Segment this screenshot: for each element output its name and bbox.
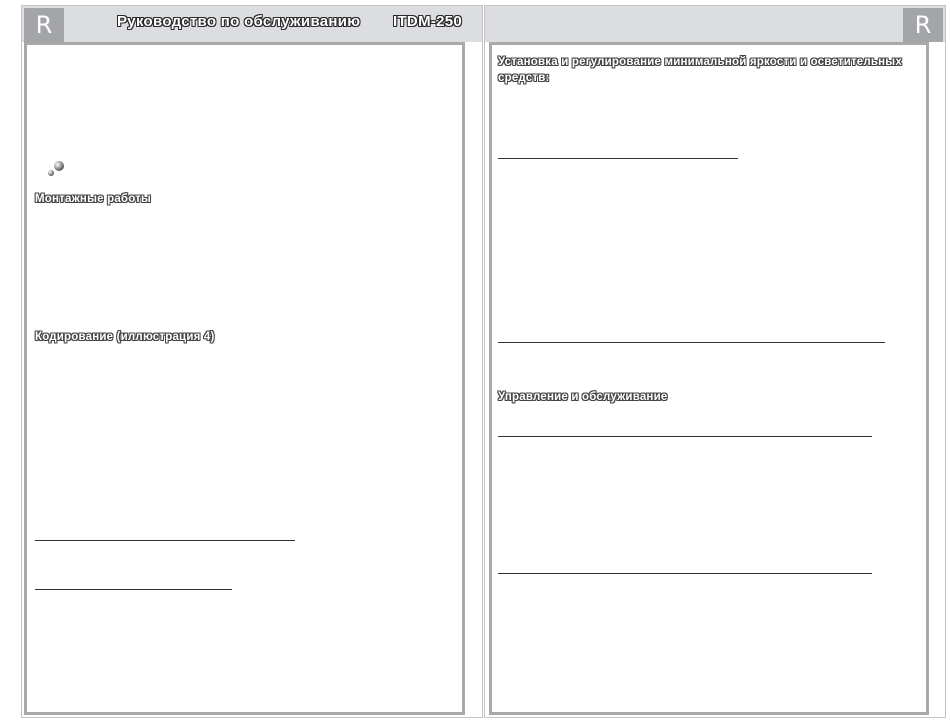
right-page (484, 5, 946, 718)
rule-line (498, 342, 885, 343)
model-name: ITDM-250 (393, 13, 463, 30)
heading-mounting: Монтажные работы (35, 193, 152, 205)
right-r-logo: R (903, 8, 943, 42)
heading-brightness: Установка и регулирование минимальной яркости и осветительных средств: (498, 56, 902, 84)
heading-control: Управление и обслуживание (498, 391, 668, 403)
left-header (22, 6, 482, 42)
rule-line (35, 589, 232, 590)
left-page-frame (24, 42, 465, 715)
right-page-frame (489, 42, 929, 715)
rule-line (498, 436, 872, 437)
rule-line (498, 158, 738, 159)
bullet-spheres-icon (46, 160, 68, 178)
rule-line (35, 540, 295, 541)
right-header (485, 6, 945, 42)
rule-line (498, 573, 872, 574)
left-page (21, 5, 483, 718)
left-r-logo: R (24, 8, 64, 42)
heading-coding: Кодирование (иллюстрация 4) (35, 331, 215, 343)
header-title: Руководство по обслуживанию (117, 13, 361, 30)
